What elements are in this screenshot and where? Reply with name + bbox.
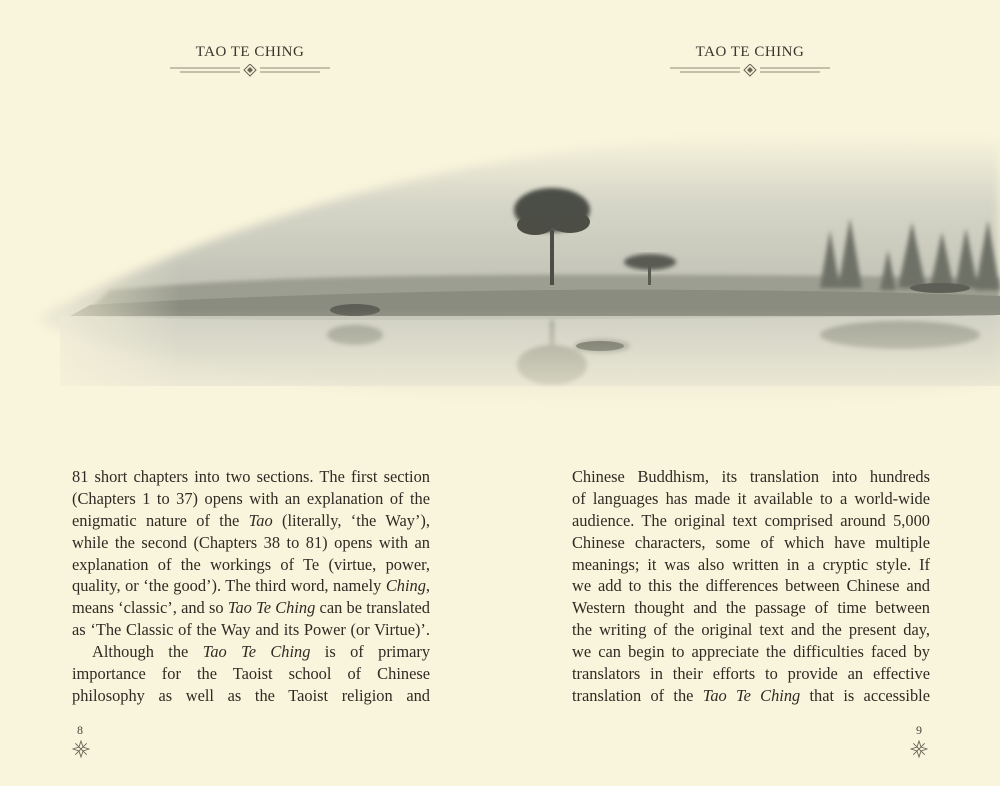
text-line	[572, 554, 930, 576]
text-line	[72, 685, 430, 707]
text-line	[572, 663, 930, 685]
text-line	[572, 575, 930, 597]
italic-title: Tao	[248, 510, 273, 530]
text-run: the writing of the original text and the present day,	[572, 620, 930, 640]
body-text	[572, 466, 930, 707]
text-run: can be translated	[315, 598, 430, 618]
text-run: while the second (Chapters 38 to 81) opens with an	[72, 532, 430, 552]
text-line	[72, 554, 430, 576]
text-line	[572, 641, 930, 663]
italic-title: Tao Te Ching	[202, 642, 311, 662]
text-run: Western thought and the passage of time between	[572, 598, 930, 618]
star-ornament-icon	[72, 740, 90, 758]
text-run: enigmatic nature of the	[72, 510, 249, 530]
text-line	[72, 466, 430, 488]
right-page	[500, 0, 1000, 786]
header-ornament-icon	[670, 64, 830, 78]
text-run: meanings; it was also written in a cryptic style. If	[572, 554, 930, 574]
text-line	[72, 597, 430, 619]
text-line	[572, 597, 930, 619]
text-run: we add to this the differences between Chinese and	[572, 576, 930, 596]
text-line	[572, 466, 930, 488]
text-run: Chinese Buddhism, its translation into hundreds	[572, 467, 930, 486]
text-line	[572, 685, 930, 707]
text-run: that is accessible	[800, 685, 930, 705]
text-line	[572, 532, 930, 554]
text-run: 81 short chapters into two sections. The first section	[72, 467, 430, 486]
body-text	[72, 466, 430, 707]
text-line	[572, 619, 930, 641]
text-line	[72, 663, 430, 685]
running-head: TAO TE CHING	[195, 44, 305, 60]
text-line	[72, 488, 430, 510]
text-run: importance for the Taoist school of Chinese	[72, 664, 430, 684]
text-run: is of primary	[310, 642, 431, 662]
italic-title: Ching	[385, 576, 426, 596]
text-run: ,	[425, 576, 430, 596]
header-ornament-icon	[170, 64, 330, 78]
italic-title: Tao Te Ching	[702, 685, 801, 705]
text-run: as ‘The Classic of the Way and its Power (or Virtue)’.	[72, 620, 430, 640]
text-run: quality, or ‘the good’). The third word, namely	[72, 576, 386, 596]
text-run: translation of the	[572, 685, 703, 705]
running-head: TAO TE CHING	[695, 44, 805, 60]
text-run: Chinese characters, some of which have multiple	[572, 532, 930, 552]
text-line	[72, 641, 430, 663]
text-run: philosophy as well as the Taoist religion and	[72, 685, 430, 705]
text-line	[72, 619, 430, 641]
text-run: (literally, ‘the Way’),	[272, 510, 430, 530]
text-run: of languages has made it available to a world-wide	[572, 488, 930, 508]
text-run: means ‘classic’, and so	[72, 598, 228, 618]
page-number: 8	[77, 723, 83, 737]
text-line	[572, 488, 930, 510]
text-run: translators in their efforts to provide an effective	[572, 664, 930, 684]
italic-title: Tao Te Ching	[227, 598, 316, 618]
text-run: (Chapters 1 to 37) opens with an explanation of the	[72, 488, 430, 508]
page-number: 9	[916, 723, 922, 737]
text-line	[72, 575, 430, 597]
star-ornament-icon	[910, 740, 928, 758]
text-run: explanation of the workings of Te (virtue, power,	[72, 554, 430, 574]
text-run: audience. The original text comprised around 5,000	[572, 510, 930, 530]
text-line	[72, 532, 430, 554]
text-run: Although the	[92, 642, 203, 662]
text-line	[572, 510, 930, 532]
text-run: we can begin to appreciate the difficulties faced by	[572, 642, 930, 662]
text-line	[72, 510, 430, 532]
